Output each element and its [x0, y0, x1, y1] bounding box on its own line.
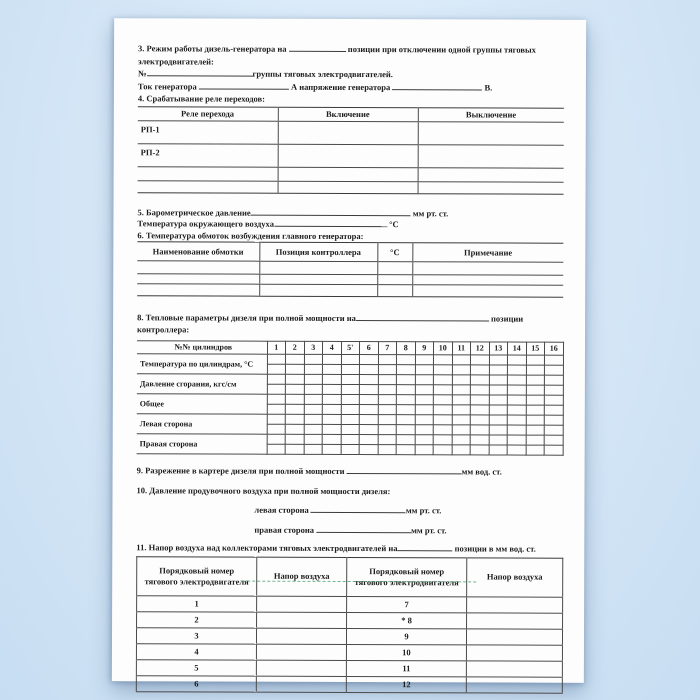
section-3-line-1: 3. Режим работы дизель-генератора на позиции при отключении одной группы тяговых: [138, 43, 536, 55]
empty-cell: [452, 405, 471, 415]
empty-cell: [378, 355, 397, 365]
empty-cell: [526, 355, 545, 365]
air-table-header-row: [137, 556, 563, 596]
cylinder-number: 15: [526, 342, 545, 355]
empty-cell: [304, 444, 323, 454]
section-5: [137, 207, 563, 243]
empty-cell: [285, 384, 304, 394]
motor-number: 2: [137, 611, 257, 627]
empty-cell: [285, 354, 304, 364]
empty-cell: [415, 425, 434, 435]
empty-cell: [470, 395, 489, 405]
blank-position: [398, 543, 453, 551]
cylinder-number: 13: [489, 342, 508, 355]
empty-cell: [267, 444, 286, 454]
empty-cell: [452, 445, 471, 455]
empty-cell: [304, 384, 323, 394]
empty-cell: [507, 405, 526, 415]
empty-cell: [507, 415, 526, 425]
empty-cell: [378, 435, 397, 445]
empty-cell: [433, 425, 452, 435]
empty-cell: [322, 384, 341, 394]
table-row: [138, 180, 564, 193]
empty-cell: [470, 375, 489, 385]
empty-cell: [267, 374, 286, 384]
empty-cell: [526, 415, 545, 425]
empty-cell: [341, 354, 360, 364]
empty-cell: [359, 435, 378, 445]
empty-cell: [378, 395, 397, 405]
empty-cell: [285, 364, 304, 374]
empty-cell: [470, 405, 489, 415]
section-3-line-2: электродвигателей:: [137, 55, 214, 67]
empty-cell: [489, 355, 508, 365]
empty-cell: [415, 365, 434, 375]
empty-cell: [285, 374, 304, 384]
empty-cell: [526, 395, 545, 405]
empty-cell: [415, 415, 434, 425]
relay-table-header-row: [138, 106, 564, 121]
empty-cell: [466, 644, 562, 660]
empty-cell: [544, 365, 563, 375]
cylinder-number: 1: [267, 341, 286, 354]
column-header: Выключение: [418, 107, 564, 122]
empty-cell: [507, 435, 526, 445]
empty-cell: [278, 144, 418, 167]
empty-cell: [257, 596, 347, 612]
empty-cell: [452, 355, 471, 365]
section-3-line-4: Ток генератора А напряжение генератора В.: [137, 80, 493, 92]
empty-cell: [138, 180, 278, 192]
cylinder-number: 14: [507, 342, 526, 355]
motor-number: 5: [136, 659, 256, 675]
empty-cell: [359, 355, 378, 365]
parameter-label: Давление сгорания, кгс/см: [137, 374, 267, 394]
section-6-title: 6. Температура обмоток возбуждения главного генератора:: [137, 229, 364, 241]
air-head-table: [136, 556, 563, 693]
section-3-line-3: № группы тяговых электродвигателей.: [137, 68, 393, 80]
motor-number: 7: [347, 596, 467, 612]
empty-cell: [378, 365, 397, 375]
empty-cell: [433, 355, 452, 365]
cylinder-header-row: [137, 341, 563, 355]
empty-cell: [467, 596, 563, 612]
blank-controller-position: [356, 313, 489, 321]
corner-header: №№ цилиндров: [137, 341, 267, 354]
empty-cell: [466, 628, 562, 644]
empty-cell: [466, 676, 562, 692]
empty-cell: [285, 424, 304, 434]
cylinder-number: 2: [285, 341, 304, 354]
empty-cell: [526, 385, 545, 395]
empty-cell: [137, 274, 259, 284]
empty-cell: [378, 415, 397, 425]
empty-cell: [412, 275, 563, 286]
empty-cell: [138, 166, 278, 180]
empty-cell: [259, 284, 377, 296]
empty-cell: [433, 385, 452, 395]
empty-cell: [377, 275, 412, 285]
relay-name: РП-2: [138, 143, 278, 166]
empty-cell: [526, 405, 545, 415]
table-row: [136, 675, 562, 692]
empty-cell: [341, 404, 360, 414]
empty-cell: [470, 365, 489, 375]
empty-cell: [259, 261, 377, 274]
empty-cell: [359, 445, 378, 455]
empty-cell: [304, 424, 323, 434]
empty-cell: [433, 395, 452, 405]
empty-cell: [526, 425, 545, 435]
empty-cell: [396, 435, 415, 445]
empty-cell: [507, 355, 526, 365]
column-header: Позиция контроллера: [259, 242, 377, 261]
empty-cell: [267, 354, 286, 364]
empty-cell: [415, 355, 434, 365]
empty-cell: [412, 262, 563, 276]
cylinder-number: 5': [341, 341, 360, 354]
empty-cell: [526, 445, 545, 455]
form-content: [136, 36, 564, 693]
column-header: Наименование обмотки: [137, 242, 259, 261]
column-header: Включение: [278, 107, 418, 121]
empty-cell: [452, 385, 471, 395]
empty-cell: [285, 394, 304, 404]
table-row: [137, 284, 563, 297]
empty-cell: [359, 375, 378, 385]
section-8-line-1: 8. Тепловые параметры дизеля при полной мощности на позиции: [137, 312, 524, 324]
empty-cell: [433, 415, 452, 425]
empty-cell: [137, 284, 259, 296]
empty-cell: [341, 434, 360, 444]
section-10-left: левая сторона мм рт. ст.: [254, 504, 442, 516]
empty-cell: [507, 385, 526, 395]
empty-cell: [467, 612, 563, 628]
motor-number: * 8: [347, 612, 467, 628]
cylinder-parameters-table: [137, 340, 564, 455]
empty-cell: [267, 434, 286, 444]
empty-cell: [544, 425, 563, 435]
empty-cell: [489, 365, 508, 375]
cylinder-number: 4: [322, 341, 341, 354]
empty-cell: [544, 385, 563, 395]
column-header: Примечание: [412, 243, 563, 263]
empty-cell: [378, 385, 397, 395]
empty-cell: [418, 144, 564, 168]
section-3: [138, 42, 564, 93]
empty-cell: [341, 424, 360, 434]
empty-cell: [489, 375, 508, 385]
relay-table: [138, 106, 564, 194]
empty-cell: [452, 425, 471, 435]
cylinder-number: 8: [396, 342, 415, 355]
empty-cell: [267, 414, 286, 424]
winding-table-header-row: [137, 242, 563, 262]
empty-cell: [396, 415, 415, 425]
empty-cell: [396, 375, 415, 385]
empty-cell: [378, 375, 397, 385]
empty-cell: [322, 424, 341, 434]
cylinder-number: 16: [544, 342, 563, 355]
empty-cell: [507, 425, 526, 435]
empty-cell: [470, 385, 489, 395]
empty-cell: [489, 395, 508, 405]
column-header: Порядковый номер тягового электродвигателя: [137, 556, 257, 595]
empty-cell: [396, 445, 415, 455]
empty-cell: [507, 365, 526, 375]
motor-number: 11: [346, 660, 466, 676]
empty-cell: [396, 405, 415, 415]
empty-cell: [256, 644, 346, 660]
empty-cell: [267, 384, 286, 394]
table-row: [137, 611, 563, 628]
empty-cell: [433, 435, 452, 445]
section-4-title: 4. Срабатывание реле переходов:: [137, 93, 266, 104]
empty-cell: [415, 375, 434, 385]
empty-cell: [378, 425, 397, 435]
empty-cell: [322, 444, 341, 454]
motor-number: 1: [137, 595, 257, 611]
empty-cell: [341, 444, 360, 454]
empty-cell: [489, 425, 508, 435]
section-8: [137, 312, 563, 336]
cylinder-number: 10: [433, 342, 452, 355]
empty-cell: [359, 405, 378, 415]
empty-cell: [507, 395, 526, 405]
empty-cell: [377, 262, 412, 275]
section-10-right: правая сторона мм рт. ст.: [254, 524, 447, 535]
empty-cell: [489, 385, 508, 395]
motor-number: 10: [346, 644, 466, 660]
empty-cell: [452, 365, 471, 375]
empty-cell: [489, 435, 508, 445]
blank-barometric-pressure: [251, 207, 411, 216]
blank-group-number: [147, 68, 253, 76]
column-header: °С: [377, 243, 412, 262]
motor-number: 4: [136, 643, 256, 659]
parameter-label: Температура по цилиндрам, °С: [137, 354, 267, 374]
cylinder-number: 9: [415, 342, 434, 355]
empty-cell: [489, 415, 508, 425]
empty-cell: [470, 445, 489, 455]
empty-cell: [452, 435, 471, 445]
winding-temperature-table: [137, 241, 563, 297]
empty-cell: [415, 395, 434, 405]
empty-cell: [544, 415, 563, 425]
table-row: [138, 143, 564, 167]
section-5-line-2: Температура окружающего воздуха °С: [137, 218, 399, 230]
column-header: Напор воздуха: [467, 557, 563, 596]
empty-cell: [526, 435, 545, 445]
empty-cell: [322, 354, 341, 364]
table-row: [138, 120, 564, 144]
empty-cell: [341, 364, 360, 374]
empty-cell: [452, 375, 471, 385]
section-10-title: 10. Давление продувочного воздуха при полной мощности дизеля:: [136, 484, 391, 496]
empty-cell: [396, 365, 415, 375]
empty-cell: [322, 374, 341, 384]
empty-cell: [544, 405, 563, 415]
empty-cell: [278, 181, 418, 193]
empty-cell: [322, 364, 341, 374]
empty-cell: [396, 425, 415, 435]
empty-cell: [267, 394, 286, 404]
empty-cell: [304, 364, 323, 374]
empty-cell: [278, 167, 418, 181]
blank-generator-current: [199, 81, 289, 89]
empty-cell: [489, 405, 508, 415]
empty-cell: [322, 404, 341, 414]
empty-cell: [359, 415, 378, 425]
table-row: [138, 166, 564, 181]
empty-cell: [267, 424, 286, 434]
empty-cell: [256, 676, 346, 692]
cylinder-number: 6: [359, 342, 378, 355]
empty-cell: [415, 445, 434, 455]
empty-cell: [415, 435, 434, 445]
empty-cell: [544, 395, 563, 405]
empty-cell: [526, 365, 545, 375]
empty-cell: [470, 425, 489, 435]
empty-cell: [507, 375, 526, 385]
empty-cell: [470, 415, 489, 425]
empty-cell: [412, 285, 563, 298]
empty-cell: [378, 445, 397, 455]
blank-generator-voltage: [392, 82, 482, 90]
empty-cell: [341, 414, 360, 424]
empty-cell: [304, 434, 323, 444]
empty-cell: [341, 394, 360, 404]
empty-cell: [304, 374, 323, 384]
empty-cell: [285, 404, 304, 414]
empty-cell: [285, 414, 304, 424]
empty-cell: [526, 375, 545, 385]
empty-cell: [415, 385, 434, 395]
empty-cell: [544, 355, 563, 365]
table-row: [136, 643, 562, 660]
empty-cell: [377, 285, 412, 297]
motor-number: 3: [136, 627, 256, 643]
empty-cell: [470, 355, 489, 365]
empty-cell: [452, 415, 471, 425]
empty-cell: [256, 628, 346, 644]
empty-cell: [433, 445, 452, 455]
empty-cell: [359, 365, 378, 375]
empty-cell: [544, 435, 563, 445]
empty-cell: [267, 404, 286, 414]
empty-cell: [418, 167, 564, 182]
blank-ambient-temperature: [274, 219, 387, 227]
empty-cell: [433, 405, 452, 415]
section-5-line-1: 5. Барометрическое давление мм рт. ст.: [137, 206, 449, 218]
empty-cell: [341, 374, 360, 384]
empty-cell: [137, 261, 259, 274]
empty-cell: [259, 274, 377, 284]
empty-cell: [418, 121, 564, 145]
table-row: [137, 595, 563, 612]
empty-cell: [544, 445, 563, 455]
blank-left-pressure: [311, 505, 406, 513]
empty-cell: [396, 385, 415, 395]
empty-cell: [285, 434, 304, 444]
table-row: [136, 627, 562, 644]
cylinder-number: 11: [452, 342, 471, 355]
empty-cell: [452, 395, 471, 405]
empty-cell: [322, 414, 341, 424]
blank-position: [289, 44, 346, 52]
empty-cell: [257, 612, 347, 628]
motor-number: 9: [346, 628, 466, 644]
column-header: Напор воздуха: [257, 557, 347, 596]
empty-cell: [433, 375, 452, 385]
relay-name: РП-1: [138, 120, 278, 143]
empty-cell: [378, 405, 397, 415]
cylinder-number: 12: [470, 342, 489, 355]
column-header: Порядковый номер тягового электродвигателя: [347, 557, 467, 596]
empty-cell: [396, 395, 415, 405]
empty-cell: [489, 445, 508, 455]
empty-cell: [322, 394, 341, 404]
empty-cell: [304, 414, 323, 424]
empty-cell: [341, 384, 360, 394]
parameter-label: Общее: [137, 394, 267, 414]
section-9: 9. Разрежение в картере дизеля при полной мощности мм вод. ст.: [136, 465, 502, 477]
empty-cell: [433, 365, 452, 375]
table-row: [136, 659, 562, 676]
empty-cell: [304, 394, 323, 404]
empty-cell: [418, 181, 564, 194]
blank-right-pressure: [316, 524, 411, 532]
empty-cell: [267, 364, 286, 374]
empty-cell: [304, 404, 323, 414]
parameter-label: Левая сторона: [137, 414, 267, 434]
empty-cell: [544, 375, 563, 385]
document-page: [112, 18, 586, 689]
section-8-line-2: контроллера:: [137, 323, 190, 334]
empty-cell: [285, 444, 304, 454]
section-11-title: 11. Напор воздуха над коллекторами тяговых электродвигателей на позиции в мм вод. ст.: [136, 542, 536, 554]
empty-cell: [466, 660, 562, 676]
empty-cell: [304, 354, 323, 364]
empty-cell: [507, 445, 526, 455]
empty-cell: [322, 434, 341, 444]
empty-cell: [415, 405, 434, 415]
cylinder-number: 7: [378, 342, 397, 355]
empty-cell: [359, 385, 378, 395]
empty-cell: [470, 435, 489, 445]
empty-cell: [396, 355, 415, 365]
empty-cell: [278, 121, 418, 144]
motor-number: 6: [136, 675, 256, 691]
empty-cell: [359, 425, 378, 435]
empty-cell: [359, 395, 378, 405]
parameter-label: Правая сторона: [137, 434, 267, 454]
motor-number: 12: [346, 676, 466, 692]
empty-cell: [256, 660, 346, 676]
column-header: Реле перехода: [138, 106, 278, 120]
cylinder-number: 3: [304, 341, 323, 354]
blank-crankcase-vacuum: [347, 466, 462, 474]
